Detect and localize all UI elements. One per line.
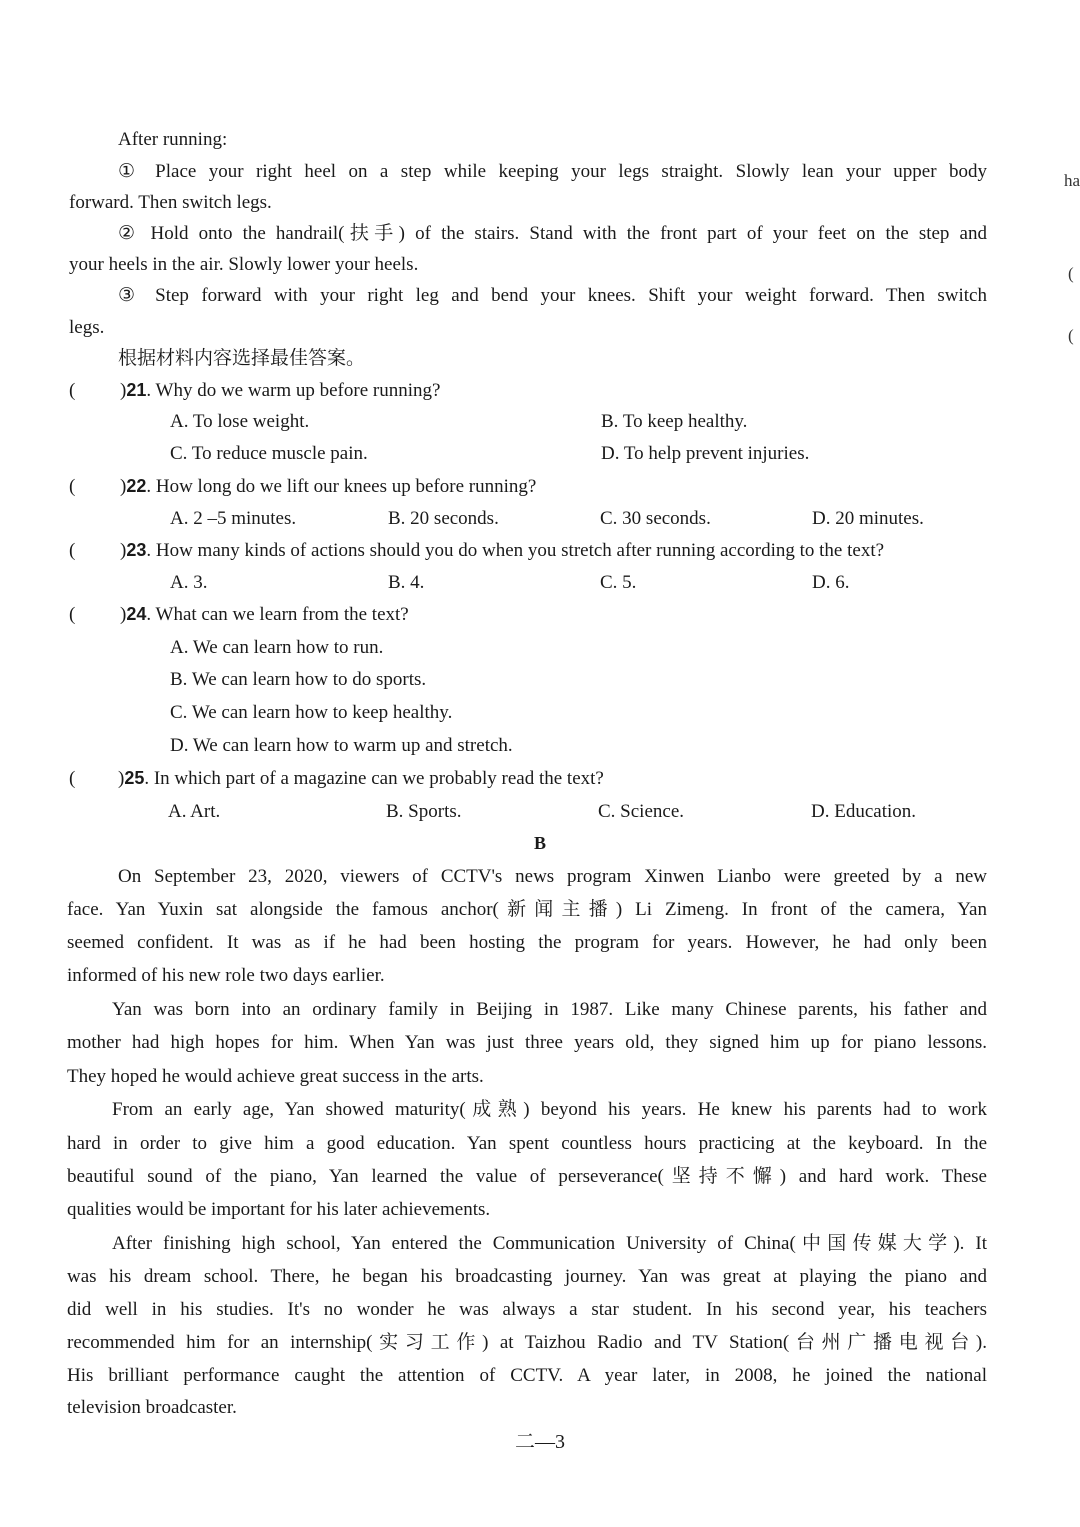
q25-option-d[interactable]: D. Education. [811,801,917,822]
q24-option-b[interactable]: B. We can learn how to do sports. [170,669,427,690]
margin-fragment: ( [1068,326,1074,345]
question-24: )24. What can we learn from the text? [120,604,409,625]
answer-blank[interactable]: ( [69,540,76,561]
passage-line: mother had high hopes for him. When Yan was just three years old, they signed him up for piano lessons. [67,1032,987,1053]
q21-option-a[interactable]: A. To lose weight. [170,411,310,432]
q25-option-b[interactable]: B. Sports. [386,801,462,822]
margin-fragment: ( [1068,264,1074,283]
q21-option-c[interactable]: C. To reduce muscle pain. [170,443,368,464]
passage-line: beautiful sound of the piano, Yan learned the value of perseverance(坚持不懈) and hard work. These [67,1166,987,1187]
q24-option-d[interactable]: D. We can learn how to warm up and stretch. [170,735,513,756]
q24-option-a[interactable]: A. We can learn how to run. [170,637,384,658]
step-3-line-2: legs. [69,317,105,338]
question-23: )23. How many kinds of actions should you do when you stretch after running according to the text? [120,540,885,561]
passage-line: From an early age, Yan showed maturity(成熟) beyond his years. He knew his parents had to work [112,1099,987,1120]
step-2-line-2: your heels in the air. Slowly lower your heels. [69,254,419,275]
step-3-line-1: ③ Step forward with your right leg and bend your knees. Shift your weight forward. Then switch [118,285,987,306]
question-text: . What can we learn from the text? [146,604,409,625]
task-prompt: 根据材料内容选择最佳答案。 [118,348,366,369]
passage-line: On September 23, 2020, viewers of CCTV's news program Xinwen Lianbo were greeted by a new [118,866,987,887]
step-2-line-1: ② Hold onto the handrail(扶手) of the stairs. Stand with the front part of your feet on the step and [118,223,987,244]
passage-line: did well in his studies. It's no wonder he was always a star student. In his second year, his teachers [67,1299,987,1320]
passage-line: informed of his new role two days earlier. [67,965,385,986]
question-text: . How many kinds of actions should you do when you stretch after running according to the text? [146,540,885,561]
after-running-heading: After running: [118,129,228,150]
passage-line: television broadcaster. [67,1397,237,1418]
margin-fragment: ha [1064,171,1080,190]
passage-line: qualities would be important for his later achievements. [67,1199,491,1220]
passage-line: recommended him for an internship(实习工作) at Taizhou Radio and TV Station(台州广播电视台). [67,1332,987,1353]
q23-option-b[interactable]: B. 4. [388,572,425,593]
question-21: )21. Why do we warm up before running? [120,380,441,401]
q22-option-b[interactable]: B. 20 seconds. [388,508,499,529]
q23-option-c[interactable]: C. 5. [600,572,637,593]
q25-option-c[interactable]: C. Science. [598,801,685,822]
question-number: 22 [126,476,147,496]
question-text: . How long do we lift our knees up before running? [146,476,537,497]
q22-option-d[interactable]: D. 20 minutes. [812,508,924,529]
question-number: 23 [126,540,147,560]
answer-blank[interactable]: ( [69,768,76,789]
passage-line: seemed confident. It was as if he had been hosting the program for years. However, he had only been [67,932,987,953]
step-1-line-2: forward. Then switch legs. [69,192,272,213]
q23-option-d[interactable]: D. 6. [812,572,850,593]
q23-option-a[interactable]: A. 3. [170,572,208,593]
question-22: )22. How long do we lift our knees up before running? [120,476,537,497]
question-number: 24 [126,604,147,624]
passage-line: was his dream school. There, he began his broadcasting journey. Yan was great at playing the piano and [67,1266,987,1287]
passage-line: They hoped he would achieve great success in the arts. [67,1066,484,1087]
q21-option-d[interactable]: D. To help prevent injuries. [601,443,810,464]
q21-option-b[interactable]: B. To keep healthy. [601,411,748,432]
question-text: . In which part of a magazine can we probably read the text? [144,768,604,789]
q25-option-a[interactable]: A. Art. [168,801,221,822]
section-heading: B [533,833,546,853]
answer-blank[interactable]: ( [69,476,76,497]
passage-line: hard in order to give him a good education. Yan spent countless hours practicing at the keyboard. In the [67,1133,987,1154]
passage-line: Yan was born into an ordinary family in Beijing in 1987. Like many Chinese parents, his father and [112,999,987,1020]
passage-line: After finishing high school, Yan entered the Communication University of China(中国传媒大学). It [112,1233,987,1254]
passage-line: His brilliant performance caught the attention of CCTV. A year later, in 2008, he joined the national [67,1365,987,1386]
q24-option-c[interactable]: C. We can learn how to keep healthy. [170,702,453,723]
answer-blank[interactable]: ( [69,604,76,625]
question-text: . Why do we warm up before running? [146,380,441,401]
question-number: 21 [126,380,147,400]
answer-blank[interactable]: ( [69,380,76,401]
step-1-line-1: ① Place your right heel on a step while keeping your legs straight. Slowly lean your upper body [118,161,987,182]
passage-line: face. Yan Yuxin sat alongside the famous anchor(新闻主播) Li Zimeng. In front of the camera, Yan [67,899,987,920]
page-number: 二—3 [515,1431,565,1453]
question-25: )25. In which part of a magazine can we probably read the text? [118,768,604,789]
q22-option-a[interactable]: A. 2 –5 minutes. [170,508,297,529]
q22-option-c[interactable]: C. 30 seconds. [600,508,711,529]
question-number: 25 [124,768,145,788]
